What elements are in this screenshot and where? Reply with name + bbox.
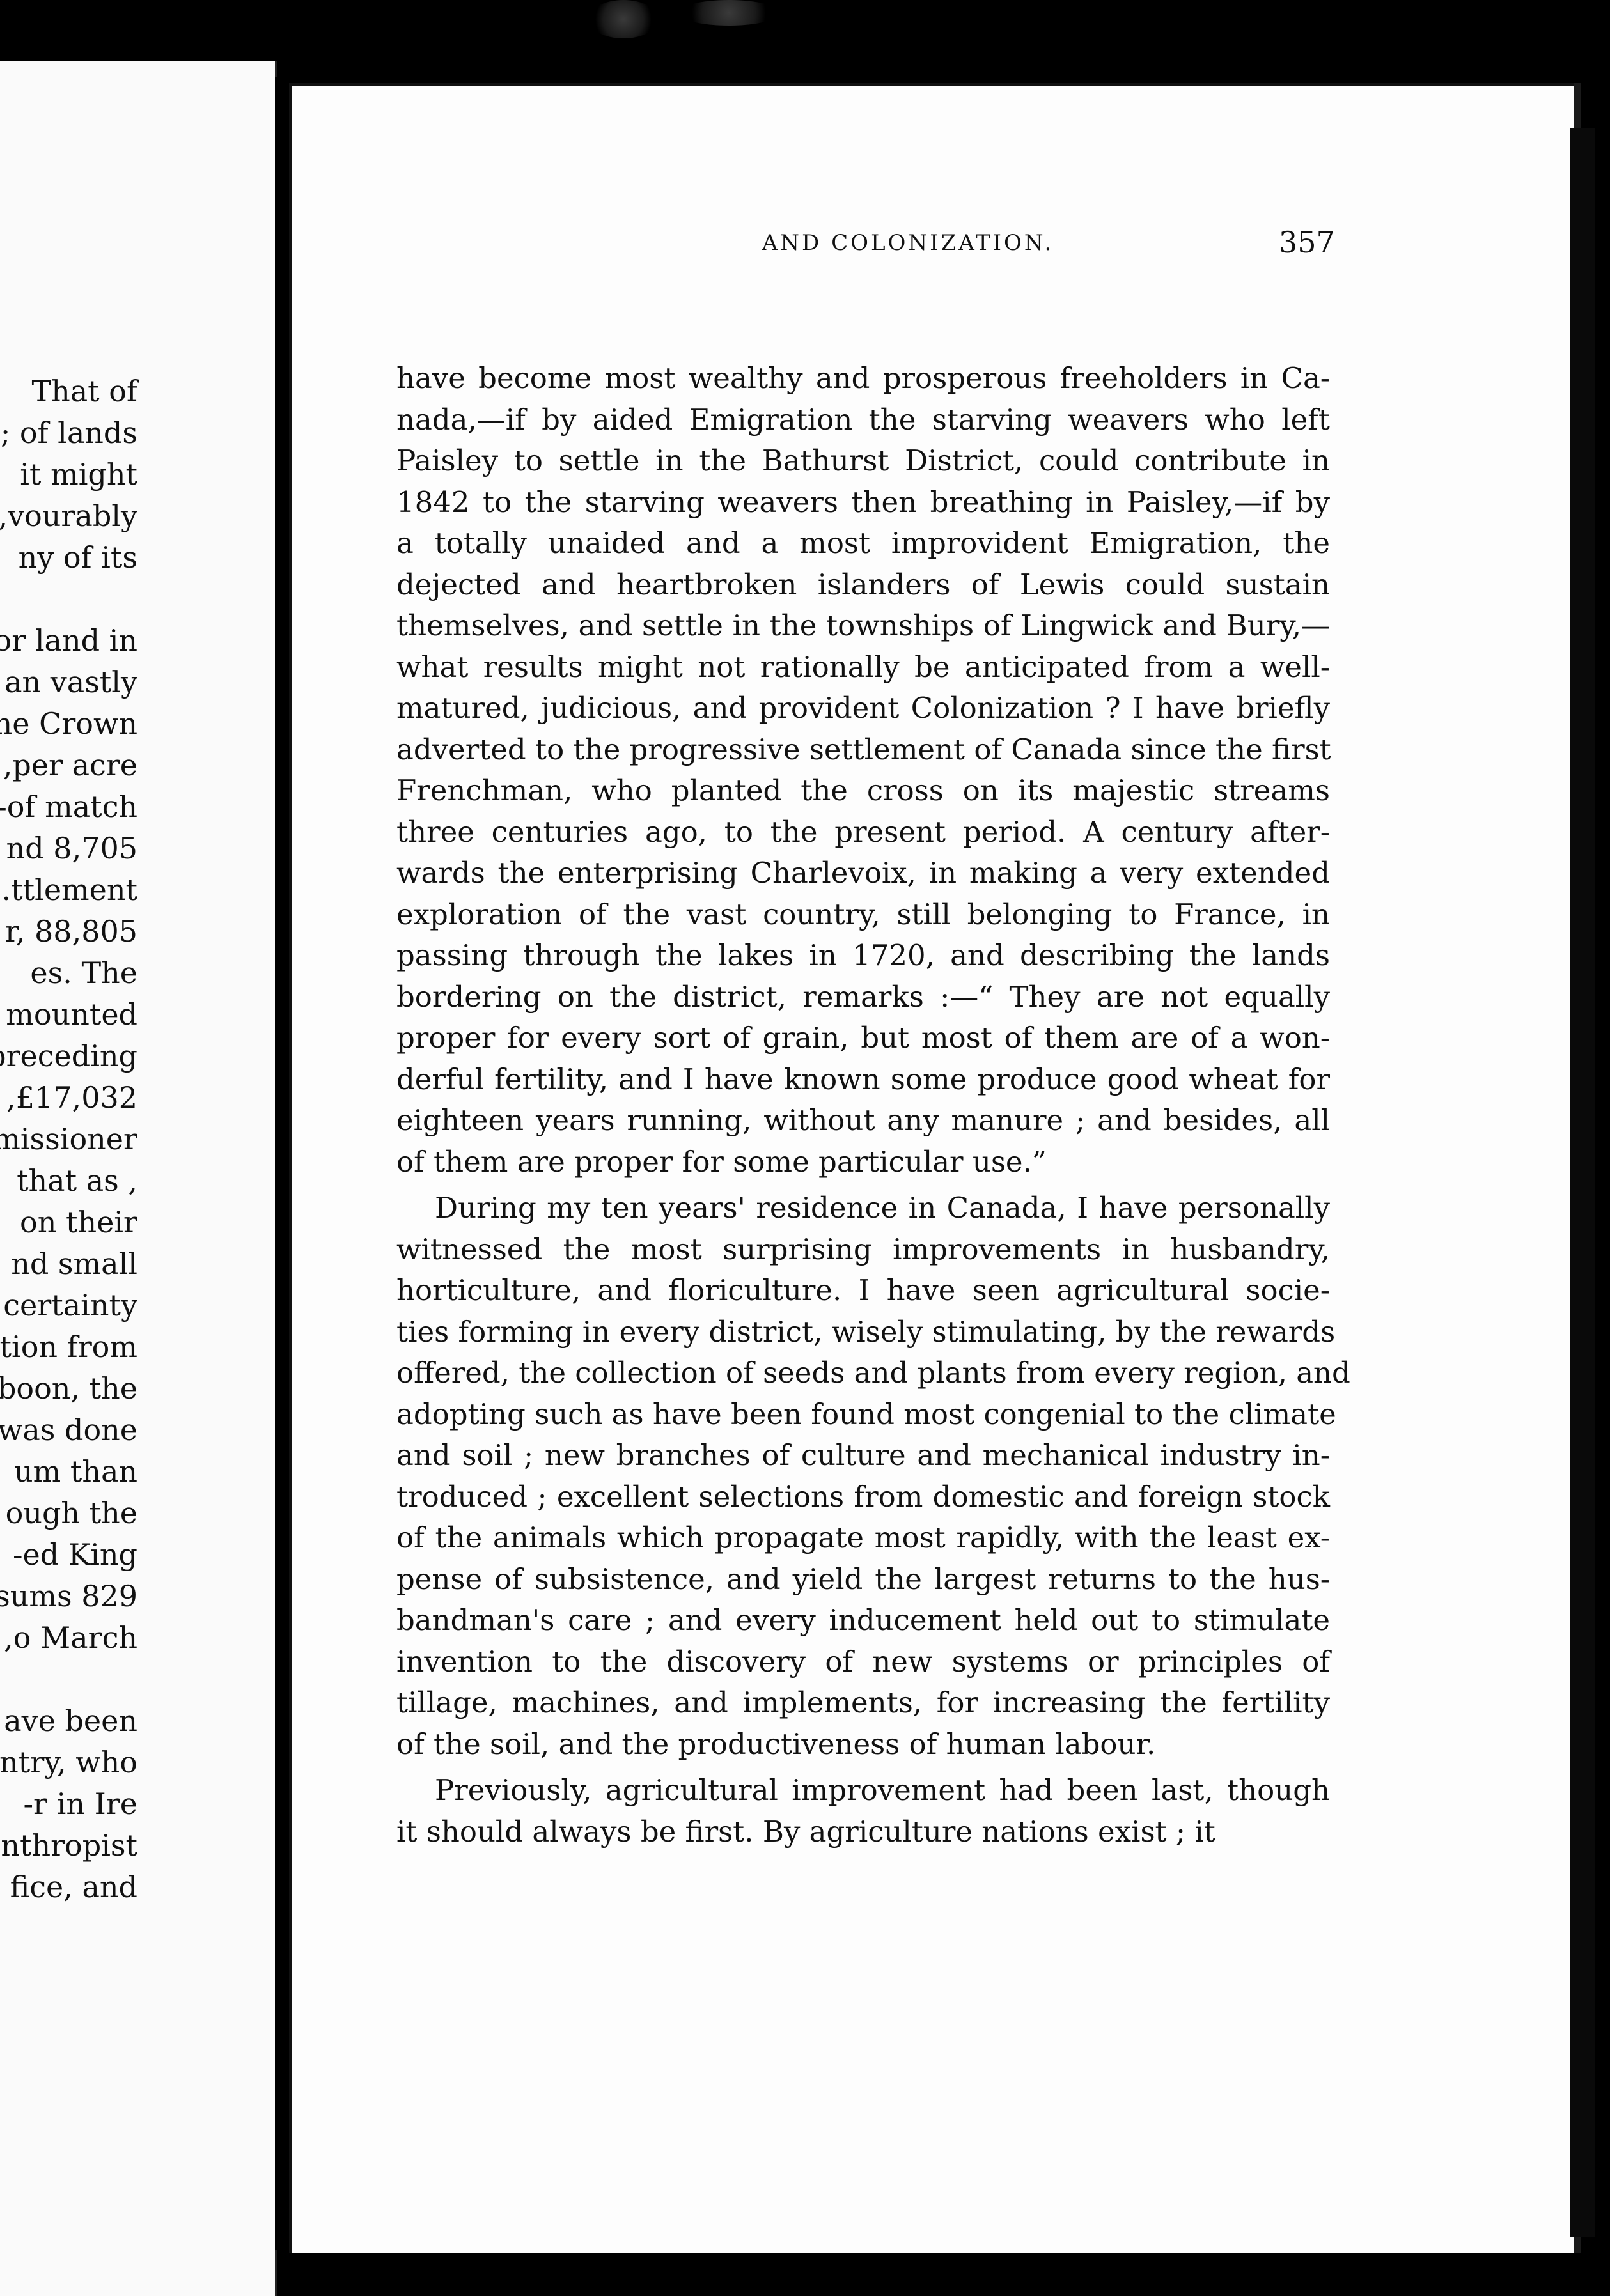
body-text-line: adverted to the progressive settlement of Canada since the first xyxy=(396,732,1331,766)
body-text-line: of the soil, and the productiveness of human labour. xyxy=(396,1726,1156,1761)
gutter xyxy=(275,77,288,2250)
body-text-line: three centuries ago, to the present period. A century after- xyxy=(396,814,1330,849)
body-text-line: horticulture, and floriculture. I have seen agricultural socie- xyxy=(396,1273,1330,1307)
body-text-line: passing through the lakes in 1720, and describing the lands xyxy=(396,938,1330,972)
body-text-line: During my ten years' residence in Canada, I have personally xyxy=(435,1191,1330,1225)
body-text-line: ties forming in every district, wisely stimulating, by the rewards xyxy=(396,1314,1336,1349)
body-text-line: have become most wealthy and prosperous freeholders in Ca- xyxy=(396,361,1330,395)
body-text-line: nada,—if by aided Emigration the starving weavers who left xyxy=(396,402,1330,437)
body-text-line: offered, the collection of seeds and plants from every region, and xyxy=(396,1356,1350,1390)
body-text-line: matured, judicious, and provident Colonization ? I have briefly xyxy=(396,691,1330,725)
body-text-line: pense of subsistence, and yield the largest returns to the hus- xyxy=(396,1562,1330,1596)
body-text-line: exploration of the vast country, still belonging to France, in xyxy=(396,897,1330,931)
page-number: 357 xyxy=(1279,225,1335,260)
ink-blot-top-right xyxy=(678,0,780,26)
body-text-line: what results might not rationally be anticipated from a well- xyxy=(396,649,1330,684)
body-text-line: derful fertility, and I have known some produce good wheat for xyxy=(396,1062,1330,1096)
body-text-line: Paisley to settle in the Bathurst District, could contribute in xyxy=(396,444,1330,477)
body-text-line: of the animals which propagate most rapidly, with the least ex- xyxy=(396,1521,1330,1555)
right-page-edge xyxy=(1570,128,1595,2237)
body-text-line: eighteen years running, without any manure ; and besides, all xyxy=(396,1103,1330,1137)
body-text-line: witnessed the most surprising improvements in husbandry, xyxy=(396,1232,1330,1266)
body-text-line: proper for every sort of grain, but most of them are of a won- xyxy=(396,1021,1330,1055)
running-head: AND COLONIZATION. xyxy=(762,230,1054,256)
body-text-line: invention to the discovery of new systems or principles of xyxy=(396,1644,1330,1679)
body-text-line: bandman's care ; and every inducement held out to stimulate xyxy=(396,1603,1330,1637)
body-text-line: adopting such as have been found most congenial to the climate xyxy=(396,1397,1336,1431)
body-text-line: a totally unaided and a most improvident Emigration, the xyxy=(396,526,1330,560)
body-text-line: of them are proper for some particular use.” xyxy=(396,1144,1047,1179)
body-text-line: Previously, agricultural improvement had been last, though xyxy=(435,1773,1330,1807)
body-text-line: it should always be first. By agriculture nations exist ; it xyxy=(396,1814,1215,1849)
body-text-line: tillage, machines, and implements, for increasing the fertility xyxy=(396,1686,1330,1719)
body-text-line: wards the enterprising Charlevoix, in making a very extended xyxy=(396,856,1330,890)
ink-blot-top xyxy=(588,0,659,38)
body-text-line: dejected and heartbroken islanders of Lewis could sustain xyxy=(396,567,1330,601)
body-text-line: themselves, and settle in the townships of Lingwick and Bury,— xyxy=(396,609,1330,642)
body-text-line: troduced ; excellent selections from domestic and foreign stock xyxy=(396,1479,1330,1514)
body-text-line: bordering on the district, remarks :—“ They are not equally xyxy=(396,979,1330,1014)
body-text-line: Frenchman, who planted the cross on its majestic streams xyxy=(396,773,1330,807)
body-text-line: and soil ; new branches of culture and mechanical industry in- xyxy=(396,1438,1330,1472)
body-text-line: 1842 to the starving weavers then breathing in Paisley,—if by xyxy=(396,485,1330,519)
